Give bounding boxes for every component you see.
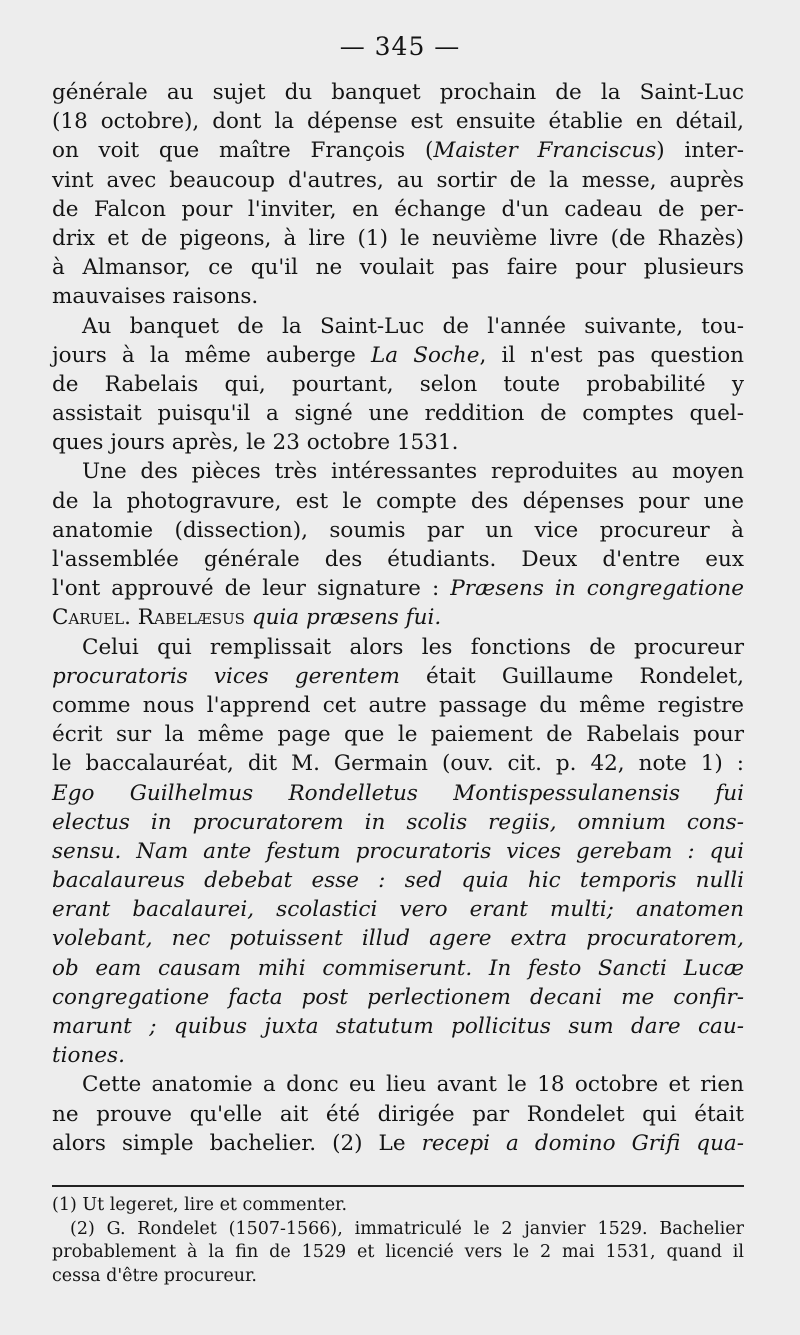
- text-segment: drix et de pigeons, à lire (1) le neuvième livre (de Rhazès): [52, 225, 744, 251]
- text-segment: volebant, nec potuissent illud agere extra procuratorem,: [52, 926, 744, 952]
- text-segment: electus in procuratorem in scolis regiis, omnium cons-: [52, 809, 744, 835]
- text-segment: vint avec beaucoup d'autres, au sortir de la messe, auprès: [52, 167, 744, 193]
- text-segment: comme nous l'apprend cet autre passage du même registre: [52, 692, 744, 718]
- text-segment: anatomie (dissection), soumis par un vice procureur à: [52, 517, 744, 543]
- text-segment: recepi a domino Grifi qua-: [421, 1130, 744, 1156]
- text-segment: on voit que maître François (: [52, 138, 434, 164]
- text-line: [52, 983, 744, 1012]
- text-segment: de Rabelais qui, pourtant, selon toute probabilité y: [52, 371, 744, 397]
- text-line: [52, 1100, 744, 1129]
- text-segment: bacalaureus debebat esse : sed quia hic temporis nulli: [52, 868, 744, 894]
- text-segment: mauvaises raisons.: [52, 284, 259, 310]
- text-line: [52, 195, 744, 224]
- text-segment: générale au sujet du banquet prochain de la Saint-Luc: [52, 80, 744, 105]
- text-line: [52, 924, 744, 953]
- text-line: [52, 808, 744, 837]
- text-line: [52, 1041, 744, 1070]
- text-line: [52, 1012, 744, 1041]
- text-segment: Præsens in congregatione: [450, 576, 744, 602]
- page-number: — 345 —: [339, 32, 461, 61]
- text-line: [52, 370, 744, 399]
- text-segment: était Guillaume Rondelet,: [399, 663, 744, 689]
- text-segment: (18 octobre), dont la dépense est ensuite établie en détail,: [52, 109, 744, 135]
- text-segment: sensu. Nam ante festum procuratoris vices gerebam : qui: [52, 838, 744, 864]
- text-segment: Maister Franciscus: [433, 138, 657, 164]
- text-segment: ne prouve qu'elle ait été dirigée par Rondelet qui était: [52, 1101, 744, 1127]
- text-line: [52, 866, 744, 895]
- text-segment: congregatione facta post perlectionem decani me confir-: [52, 984, 744, 1010]
- text-line: [52, 516, 744, 545]
- text-segment: alors simple bachelier. (2) Le: [52, 1130, 422, 1156]
- text-segment: La Soche: [371, 342, 480, 368]
- text-segment: erant bacalaurei, scolastici vero erant multi; anatomen: [52, 897, 744, 923]
- text-line: [52, 1129, 744, 1158]
- text-line: [52, 78, 744, 107]
- text-segment: , il n'est pas question: [479, 342, 744, 368]
- text-line: [52, 487, 744, 516]
- text-line: [52, 749, 744, 778]
- text-line: [52, 282, 744, 311]
- text-segment: jours à la même auberge: [52, 342, 371, 368]
- text-segment: Une des pièces très intéressantes reproduites au moyen: [82, 459, 744, 485]
- footnote-separator: [52, 1185, 744, 1187]
- footnote-line: (2) G. Rondelet (1507-1566), immatriculé le 2 janvier 1529. Bachelier: [70, 1218, 744, 1239]
- text-line: [52, 633, 744, 662]
- text-segment: de Falcon pour l'inviter, en échange d'un cadeau de per-: [52, 196, 744, 222]
- text-segment: Ego Guilhelmus Rondelletus Montispessulanensis fui: [52, 780, 744, 806]
- text-segment: marunt ; quibus juxta statutum pollicitus sum dare cau-: [52, 1014, 744, 1039]
- text-segment: quia præsens fui.: [251, 605, 442, 631]
- text-line: [52, 341, 744, 370]
- text-line: [52, 428, 744, 457]
- text-line: [52, 837, 744, 866]
- text-segment: ob eam causam mihi commiserunt. In festo Sancti Lucæ: [52, 955, 744, 981]
- text-segment: de la photogravure, est le compte des dépenses pour une: [52, 488, 744, 514]
- text-segment: assistait puisqu'il a signé une reddition de comptes quel-: [52, 401, 744, 427]
- body-text: [52, 78, 744, 1158]
- text-segment: tiones.: [52, 1043, 125, 1069]
- text-line: [52, 166, 744, 195]
- text-line: [52, 107, 744, 136]
- text-segment: l'assemblée générale des étudiants. Deux d'entre eux: [52, 547, 744, 572]
- text-segment: Au banquet de la Saint-Luc de l'année suivante, tou-: [82, 313, 744, 339]
- footnote-line: cessa d'être procureur.: [52, 1265, 257, 1286]
- text-line: [52, 603, 744, 632]
- text-segment: le baccalauréat, dit M. Germain (ouv. cit. p. 42, note 1) :: [52, 751, 744, 777]
- text-line: [52, 662, 744, 691]
- text-line: [52, 224, 744, 253]
- text-line: [52, 545, 744, 574]
- text-segment: Caruel. Rabelæsus: [52, 605, 245, 631]
- text-line: [52, 457, 744, 486]
- footnote-line: probablement à la fin de 1529 et licencié vers le 2 mai 1531, quand il: [52, 1242, 744, 1262]
- text-segment: écrit sur la même page que le paiement de Rabelais pour: [52, 722, 744, 748]
- footnotes: [52, 1194, 744, 1288]
- text-segment: Cette anatomie a donc eu lieu avant le 18 octobre et rien: [82, 1072, 744, 1098]
- text-segment: procuratoris vices gerentem: [52, 663, 400, 689]
- text-line: [52, 399, 744, 428]
- text-line: [52, 895, 744, 924]
- text-segment: [245, 605, 252, 630]
- text-line: [52, 1070, 744, 1099]
- text-line: [52, 954, 744, 983]
- text-line: [52, 312, 744, 341]
- text-line: [52, 574, 744, 603]
- text-segment: l'ont approuvé de leur signature :: [52, 576, 451, 602]
- text-segment: ques jours après, le 23 octobre 1531.: [52, 430, 459, 456]
- text-line: [52, 779, 744, 808]
- text-line: [52, 720, 744, 749]
- footnote-line: (1) Ut legeret, lire et commenter.: [52, 1195, 348, 1215]
- text-segment: ) inter-: [656, 138, 745, 164]
- text-segment: à Almansor, ce qu'il ne voulait pas faire pour plusieurs: [52, 255, 744, 281]
- text-line: [52, 253, 744, 282]
- text-line: [52, 136, 744, 165]
- text-line: [52, 691, 744, 720]
- text-segment: Celui qui remplissait alors les fonctions de procureur: [82, 634, 744, 660]
